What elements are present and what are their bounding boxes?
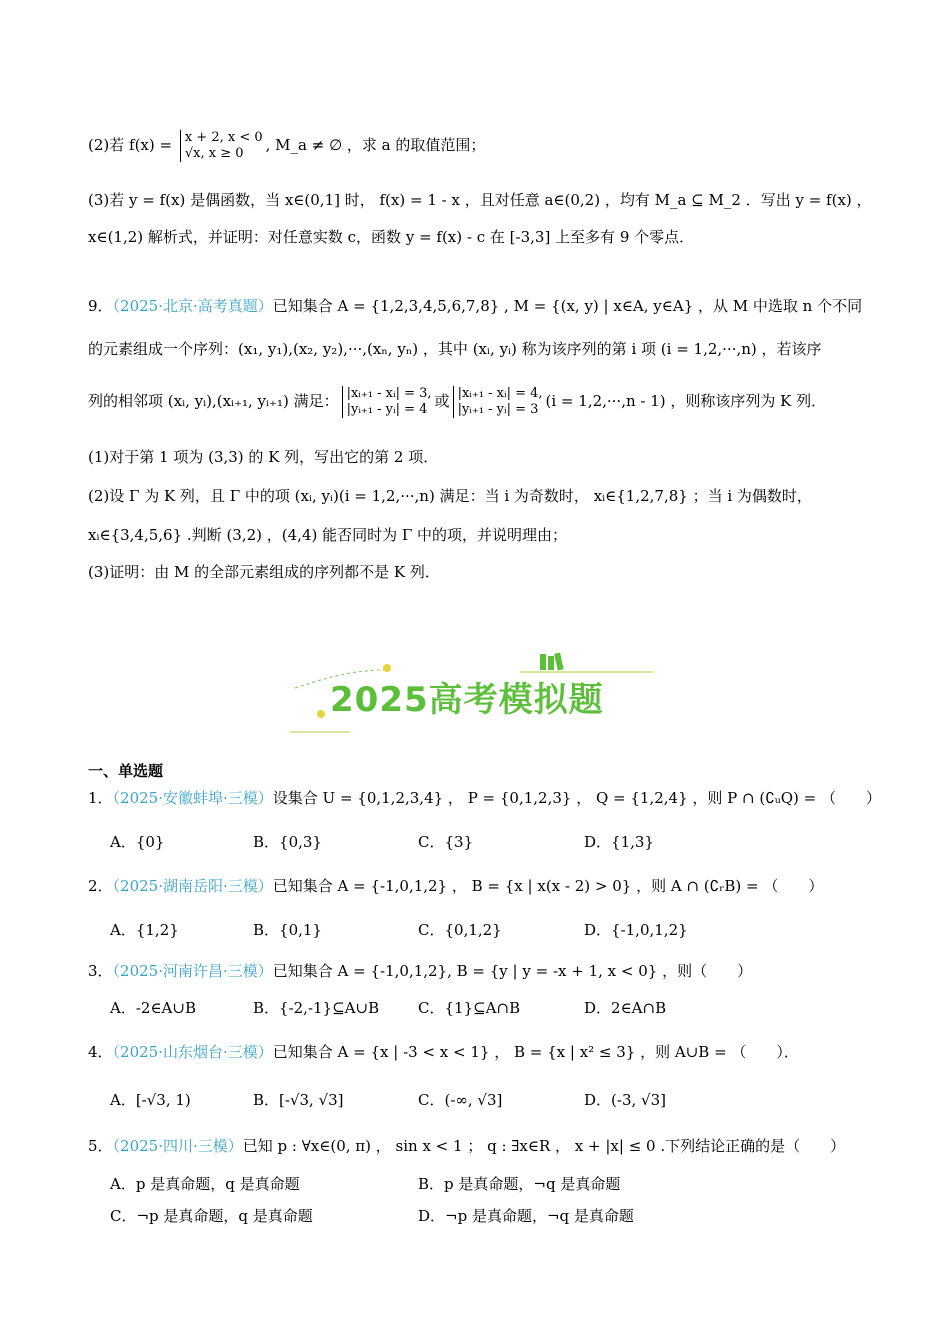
q9-line3-lead: 列的相邻项 (xᵢ, yᵢ),(xᵢ₊₁, yᵢ₊₁) 满足： xyxy=(88,392,339,410)
q9-line3-tail: (i = 1,2,···,n - 1) ，则称该序列为 K 列． xyxy=(545,392,827,410)
books-icon xyxy=(540,653,564,671)
system-1 xyxy=(342,386,432,418)
or-text: 或 xyxy=(434,392,450,410)
question-number: 2． xyxy=(88,877,113,895)
option-d[interactable]: D．2∈A∩B xyxy=(584,999,667,1017)
question-number: 3． xyxy=(88,962,113,980)
q8-part2 xyxy=(88,130,485,162)
question-source: （2025·山东烟台·三模） xyxy=(112,1043,273,1061)
question-number: 1． xyxy=(88,789,113,807)
piecewise-brace xyxy=(180,130,263,162)
option-a[interactable]: A．-2∈A∪B xyxy=(110,999,196,1017)
system-2-eq1: |xᵢ₊₁ - xᵢ| = 4, xyxy=(457,386,543,401)
q9-sub2-line2: xᵢ∈{3,4,5,6} .判断 (3,2) ，(4,4) 能否同时为 Γ 中的项，并说明理由； xyxy=(88,526,568,544)
option-a[interactable]: A．{0} xyxy=(110,833,165,851)
q9-sub2-line1: (2)设 Γ 为 K 列，且 Γ 中的项 (xᵢ, yᵢ)(i = 1,2,···,n) 满足：当 i 为奇数时， xᵢ∈{1,2,7,8} ；当 i 为偶数时， xyxy=(88,487,812,505)
q8-part2-tail: , M_a ≠ ∅ ，求 a 的取值范围； xyxy=(265,136,486,154)
option-c[interactable]: C．{1}⊆A∩B xyxy=(418,999,521,1017)
system-1-eq1: |xᵢ₊₁ - xᵢ| = 3, xyxy=(346,386,432,401)
q9-sub3: (3)证明：由 M 的全部元素组成的序列都不是 K 列． xyxy=(88,563,440,581)
question-number: 4． xyxy=(88,1043,113,1061)
question-source: （2025·湖南岳阳·三模） xyxy=(112,877,273,895)
question-4 xyxy=(88,1041,799,1063)
q9-line3 xyxy=(88,386,826,418)
option-d[interactable]: D．{-1,0,1,2} xyxy=(584,921,688,939)
q9-sub1: (1)对于第 1 项为 (3,3) 的 K 列，写出它的第 2 项． xyxy=(88,448,439,466)
question-source: （2025·河南许昌·三模） xyxy=(112,962,273,980)
question-stem: 已知集合 A = {x | -3 < x < 1} ， B = {x | x² ≤ 3} ，则 A∪B = （ ）． xyxy=(272,1043,799,1061)
option-c[interactable]: C．{3} xyxy=(418,833,474,851)
question-stem: 已知集合 A = {-1,0,1,2} ， B = {x | x(x - 2) > 0} ，则 A ∩ (∁ᵣB) = （ ） xyxy=(272,877,824,895)
option-b[interactable]: B．{-2,-1}⊆A∪B xyxy=(253,999,380,1017)
case-2: √x, x ≥ 0 xyxy=(184,146,244,161)
option-b[interactable]: B．[-√3, √3] xyxy=(253,1091,344,1109)
q9-stem-1: 已知集合 A = {1,2,3,4,5,6,7,8} , M = {(x, y) | x∈A, y∈A} ，从 M 中选取 n 个不同 xyxy=(272,297,863,315)
question-stem: 已知集合 A = {-1,0,1,2}, B = {y | y = -x + 1, x < 0} ，则（ ） xyxy=(272,962,753,980)
question-2 xyxy=(88,875,823,897)
q8-part2-lead: (2)若 f(x) = xyxy=(88,136,177,154)
question-stem: 设集合 U = {0,1,2,3,4} ， P = {0,1,2,3} ， Q = {1,2,4} ，则 P ∩ (∁ᵤQ) = （ ） xyxy=(272,789,882,807)
option-b[interactable]: B．{0,3} xyxy=(253,833,322,851)
system-2 xyxy=(453,386,543,418)
case-1: x + 2, x < 0 xyxy=(184,130,263,145)
question-source: （2025·安徽蚌埠·三模） xyxy=(112,789,273,807)
option-b[interactable]: B．p 是真命题，¬q 是真命题 xyxy=(418,1175,621,1193)
q9-source: （2025·北京·高考真题） xyxy=(112,297,273,315)
option-c[interactable]: C．{0,1,2} xyxy=(418,921,502,939)
option-c[interactable]: C．¬p 是真命题，q 是真命题 xyxy=(110,1207,313,1225)
banner-title: 2025高考模拟题 xyxy=(330,680,604,720)
q9-number: 9． xyxy=(88,297,113,315)
question-stem: 已知 p : ∀x∈(0, π) ， sin x < 1 ； q : ∃x∈R ， x + |x| ≤ 0 .下列结论正确的是（ ） xyxy=(242,1137,846,1155)
option-d[interactable]: D．{1,3} xyxy=(584,833,654,851)
option-d[interactable]: D．¬p 是真命题，¬q 是真命题 xyxy=(418,1207,634,1225)
system-1-eq2: |yᵢ₊₁ - yᵢ| = 4 xyxy=(346,402,428,417)
system-2-eq2: |yᵢ₊₁ - yᵢ| = 3 xyxy=(457,402,539,417)
option-b[interactable]: B．{0,1} xyxy=(253,921,322,939)
q8-part3-line1: (3)若 y = f(x) 是偶函数，当 x∈(0,1] 时， f(x) = 1 - x ，且对任意 a∈(0,2) ，均有 M_a ⊆ M_2 ．写出 y = f(x) ， xyxy=(88,191,872,209)
option-a[interactable]: A．p 是真命题，q 是真命题 xyxy=(110,1175,300,1193)
question-number: 5． xyxy=(88,1137,113,1155)
section-heading: 一、单选题 xyxy=(88,762,164,780)
question-source: （2025·四川·三模） xyxy=(112,1137,243,1155)
q9-line1 xyxy=(88,295,862,317)
question-1 xyxy=(88,787,881,809)
question-5 xyxy=(88,1135,845,1157)
question-3 xyxy=(88,960,752,982)
option-c[interactable]: C．(-∞, √3] xyxy=(418,1091,503,1109)
q9-line2: 的元素组成一个序列：(x₁, y₁),(x₂, y₂),···,(xₙ, yₙ) ，其中 (xᵢ, yᵢ) 称为该序列的第 i 项 (i = 1,2,···,n) ，若该序 xyxy=(88,340,822,358)
section-banner xyxy=(285,650,665,740)
q8-part3-line2: x∈(1,2) 解析式，并证明：对任意实数 c，函数 y = f(x) - c 在 [-3,3] 上至多有 9 个零点． xyxy=(88,228,695,246)
option-a[interactable]: A．[-√3, 1) xyxy=(110,1091,191,1109)
option-a[interactable]: A．{1,2} xyxy=(110,921,179,939)
option-d[interactable]: D．(-3, √3] xyxy=(584,1091,666,1109)
